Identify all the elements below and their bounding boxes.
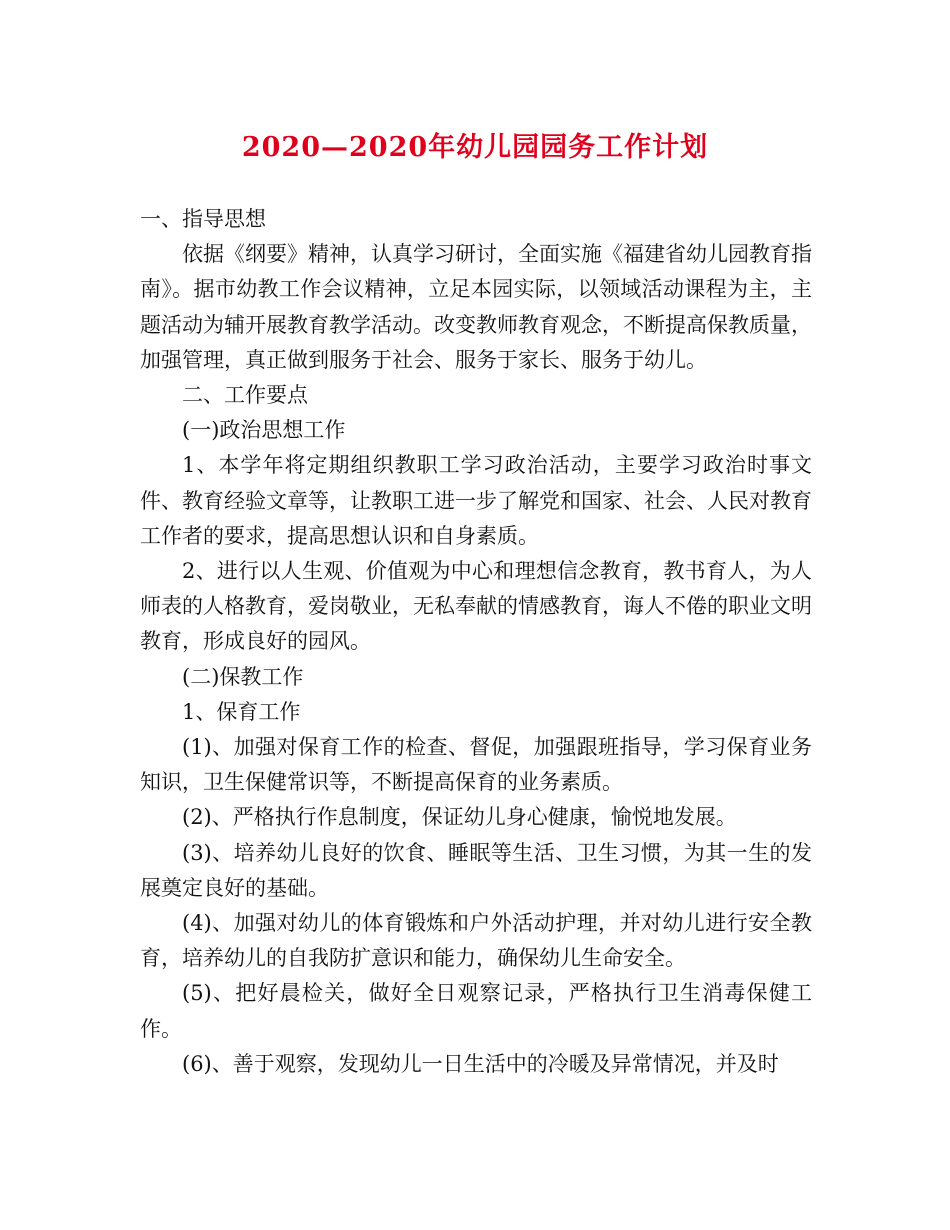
list-item: (4)、加强对幼儿的体育锻炼和户外活动护理，并对幼儿进行安全教育，培养幼儿的自我防扩意识和能力，确保幼儿生命安全。 bbox=[140, 911, 812, 971]
section-heading-guiding-ideology: 一、指导思想 bbox=[140, 207, 266, 231]
paragraph: 1、本学年将定期组织教职工学习政治活动，主要学习政治时事文件、教育经验文章等，让教职工进一步了解党和国家、社会、人民对教育工作者的要求，提高思想认识和自身素质。 bbox=[140, 453, 812, 548]
document-body bbox=[140, 202, 812, 1082]
subsection-heading-care-work: 1、保育工作 bbox=[182, 699, 301, 724]
list-item: (2)、严格执行作息制度，保证幼儿身心健康，愉悦地发展。 bbox=[182, 805, 737, 830]
list-item: (6)、善于观察，发现幼儿一日生活中的冷暖及异常情况，并及时 bbox=[182, 1051, 779, 1076]
list-item: (5)、把好晨检关，做好全日观察记录，严格执行卫生消毒保健工作。 bbox=[140, 981, 812, 1041]
list-item: (3)、培养幼儿良好的饮食、睡眠等生活、卫生习惯，为其一生的发展奠定良好的基础。 bbox=[140, 840, 812, 900]
paragraph: 依据《纲要》精神，认真学习研讨，全面实施《福建省幼儿园教育指南》。据市幼教工作会议精神，立足本园实际，以领域活动课程为主，主题活动为辅开展教育教学活动。改变教师教育观念，不断提高保教质量，加强管理，真正做到服务于社会、服务于家长、服务于幼儿。 bbox=[140, 242, 812, 372]
section-heading-work-points: 二、工作要点 bbox=[182, 383, 308, 408]
list-item: (1)、加强对保育工作的检查、督促，加强跟班指导，学习保育业务知识，卫生保健常识等，不断提高保育的业务素质。 bbox=[140, 735, 812, 795]
subsection-heading-care-education: (二)保教工作 bbox=[182, 664, 304, 689]
document-title: 2020—2020年幼儿园园务工作计划 bbox=[241, 132, 709, 163]
paragraph: 2、进行以人生观、价值观为中心和理想信念教育，教书育人，为人师表的人格教育，爱岗敬业，无私奉献的情感教育，诲人不倦的职业文明教育，形成良好的园风。 bbox=[140, 559, 812, 654]
subsection-heading-political-work: (一)政治思想工作 bbox=[182, 418, 346, 443]
